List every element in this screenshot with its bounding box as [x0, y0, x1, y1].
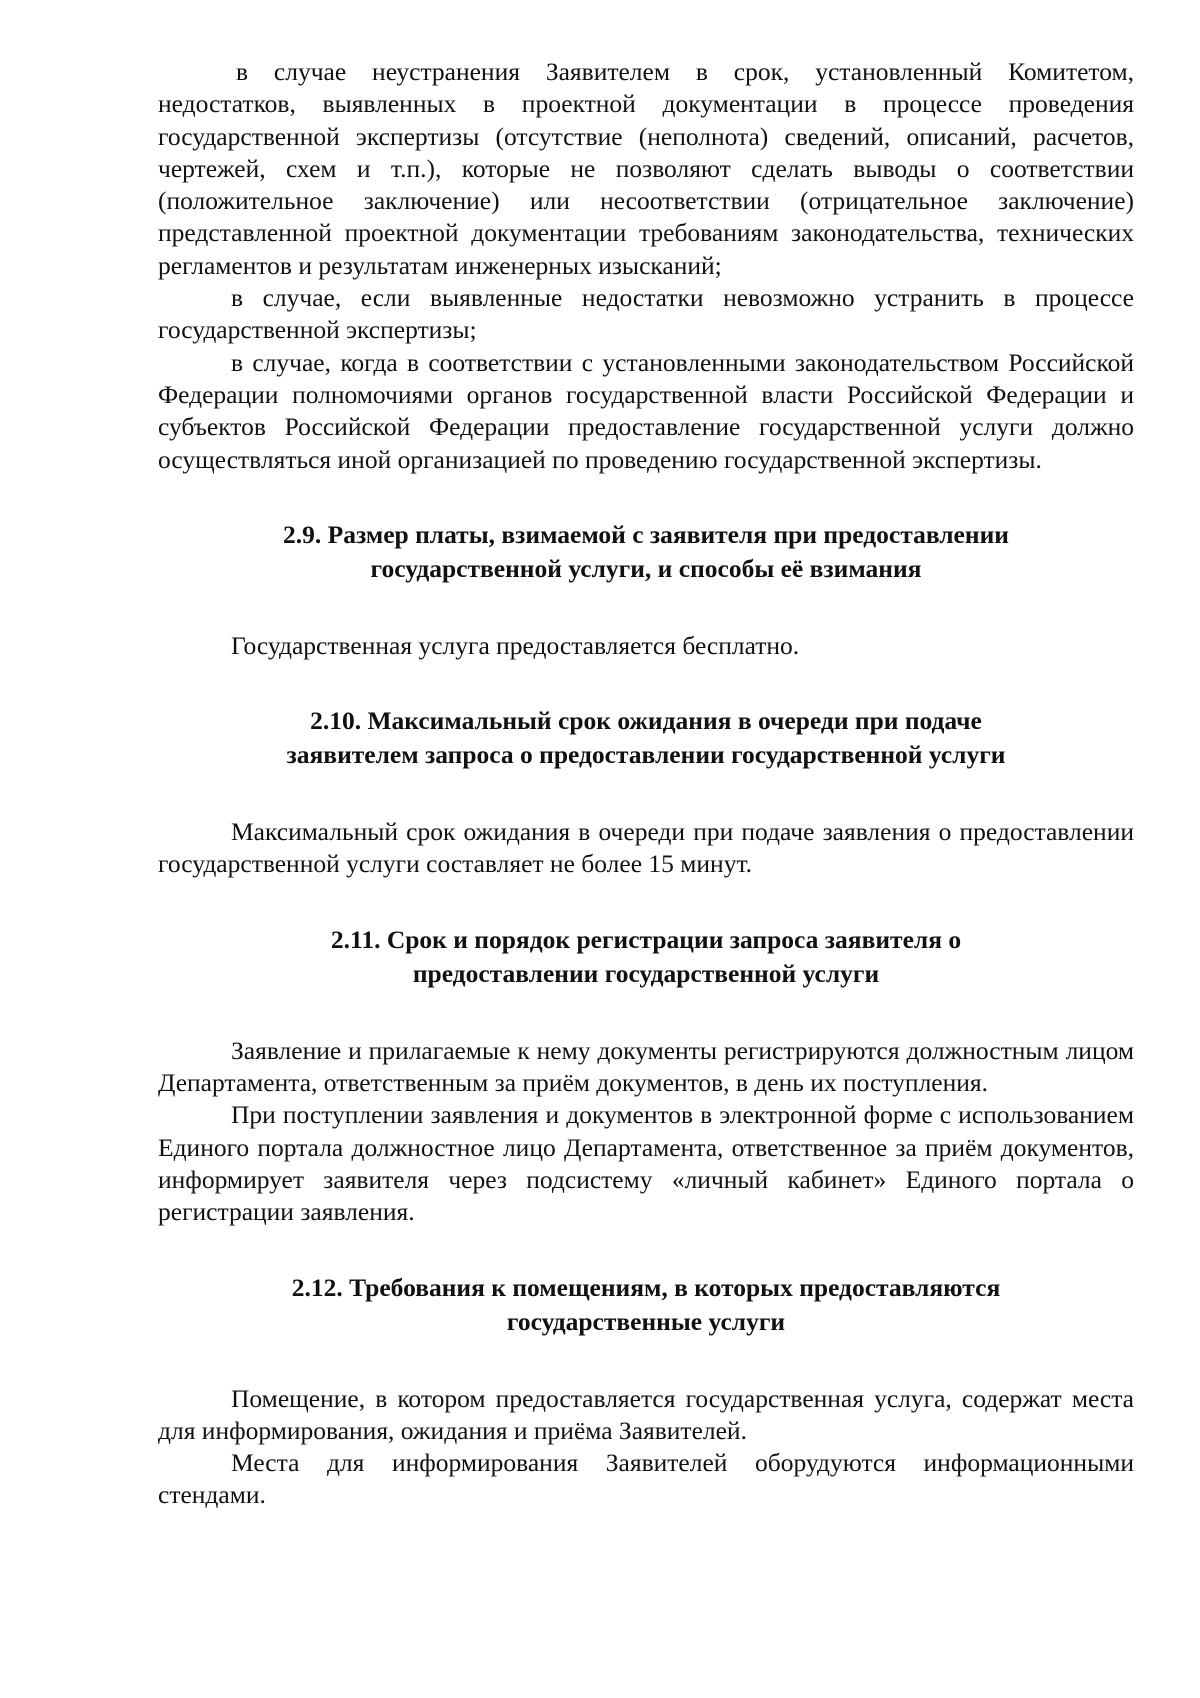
- section-heading-2-9-line-1: 2.9. Размер платы, взимаемой с заявителя при предоставлении: [283, 519, 1009, 549]
- paragraph-2-10-queue-time: Максимальный срок ожидания в очереди при подаче заявления о предоставлении государственной услуги составляет не более 15 минут.: [158, 817, 1134, 879]
- section-heading-2-12: [158, 1271, 1134, 1339]
- section-heading-2-12-line-2: государственные услуги: [506, 1306, 786, 1336]
- section-heading-2-10-line-1: 2.10. Максимальный срок ожидания в очереди при подаче: [310, 706, 982, 736]
- paragraph-2-9-fee: Государственная услуга предоставляется бесплатно.: [231, 630, 800, 660]
- section-heading-2-11-line-2: предоставлении государственной услуги: [412, 958, 880, 988]
- section-heading-2-10-line-2: заявителем запроса о предоставлении государственной услуги: [286, 740, 1006, 770]
- section-heading-2-10: [158, 704, 1134, 772]
- paragraph-refusal-reason-1: в случае неустранения Заявителем в срок, установленный Комитетом, недостатков, выявленных в проектной документации в процессе проведения государственной экспертизы (отсутствие (неполнота) сведений, описаний, расчетов, чертежей, схем и т.п.), которые не позволяют сделать выводы о соответствии (положительное заключение) или несоответствии (отрицательное заключение) представленной проектной документации требованиям законодательства, технических регламентов и результатам инженерных изысканий;: [158, 57, 1134, 280]
- section-heading-2-9-line-2: государственной услуги, и способы её взимания: [370, 553, 922, 583]
- paragraph-2-12-stands: Места для информирования Заявителей оборудуются информационными стендами.: [158, 1448, 1134, 1510]
- section-heading-2-11-line-1: 2.11. Срок и порядок регистрации запроса заявителя о: [330, 924, 962, 954]
- paragraph-refusal-reason-2: в случае, если выявленные недостатки невозможно устранить в процессе государственной экспертизы;: [158, 283, 1134, 345]
- section-heading-2-11: [158, 923, 1134, 991]
- paragraph-refusal-reason-3: в случае, когда в соответствии с установленными законодательством Российской Федерации полномочиями органов государственной власти Российской Федерации и субъектов Российской Федерации предоставление государственной услуги должно осуществляться иной организацией по проведению государственной экспертизы.: [158, 347, 1134, 474]
- document-body: [158, 56, 1134, 1512]
- section-heading-2-12-line-1: 2.12. Требования к помещениям, в которых предоставляются: [291, 1272, 1001, 1302]
- paragraph-2-11-electronic: При поступлении заявления и документов в электронной форме с использованием Единого портала должностное лицо Департамента, ответственное за приём документов, информирует заявителя через подсистему «личный кабинет» Единого портала о регистрации заявления.: [158, 1100, 1134, 1227]
- paragraph-2-11-registration: Заявление и прилагаемые к нему документы регистрируются должностным лицом Департамента, ответственным за приём документов, в день их поступления.: [158, 1035, 1134, 1098]
- paragraph-2-12-premises: Помещение, в котором предоставляется государственная услуга, содержат места для информирования, ожидания и приёма Заявителей.: [158, 1383, 1134, 1445]
- section-heading-2-9: [158, 518, 1134, 586]
